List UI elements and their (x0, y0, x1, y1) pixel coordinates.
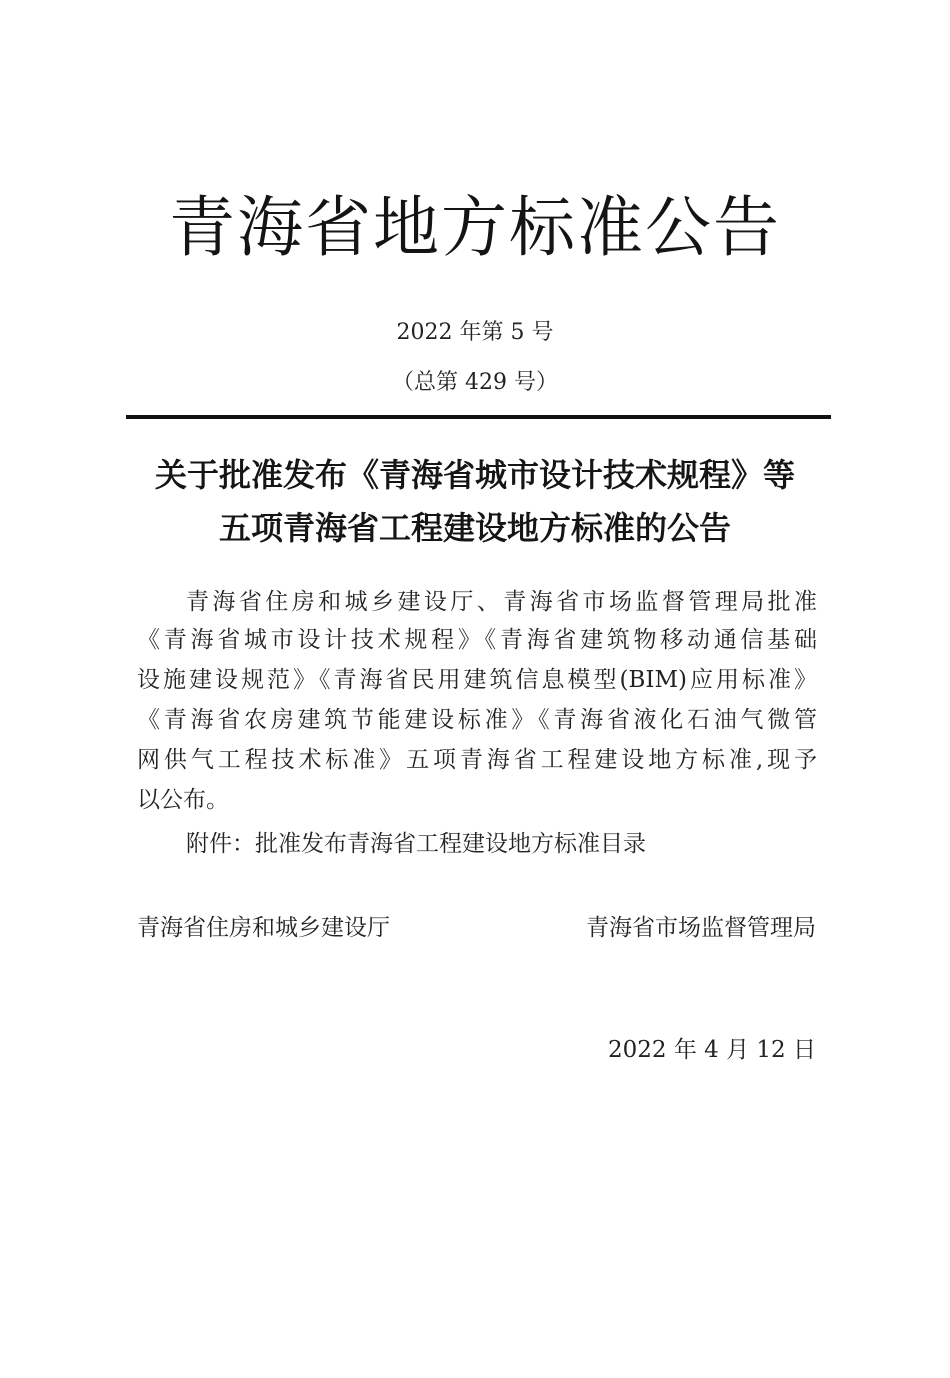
body-paragraph-line: 网供气工程技术标准》五项青海省工程建设地方标准,现予 (137, 747, 817, 773)
body-paragraph-line: 青海省住房和城乡建设厅、青海省市场监督管理局批准 (186, 589, 817, 615)
total-document-number: （总第 429 号） (392, 370, 558, 395)
body-paragraph-line: 《青海省农房建筑节能建设标准》《青海省液化石油气微管 (137, 707, 817, 733)
header-divider (126, 415, 831, 419)
attachment-line: 附件：批准发布青海省工程建设地方标准目录 (186, 831, 646, 857)
issue-date: 2022 年 4 月 12 日 (608, 1037, 816, 1063)
notice-title-line-2: 五项青海省工程建设地方标准的公告 (218, 509, 731, 547)
signer-housing-department: 青海省住房和城乡建设厅 (137, 915, 390, 941)
document-number: 2022 年第 5 号 (396, 320, 554, 345)
notice-title-line-1: 关于批准发布《青海省城市设计技术规程》等 (154, 456, 795, 494)
body-paragraph-line: 《青海省城市设计技术规程》《青海省建筑物移动通信基础 (137, 627, 817, 653)
page-title: 青海省地方标准公告 (169, 189, 781, 266)
body-paragraph-line: 设施建设规范》《青海省民用建筑信息模型(BIM)应用标准》 (137, 667, 817, 693)
body-paragraph-line: 以公布。 (137, 787, 229, 813)
signer-market-supervision-bureau: 青海省市场监督管理局 (586, 915, 816, 941)
